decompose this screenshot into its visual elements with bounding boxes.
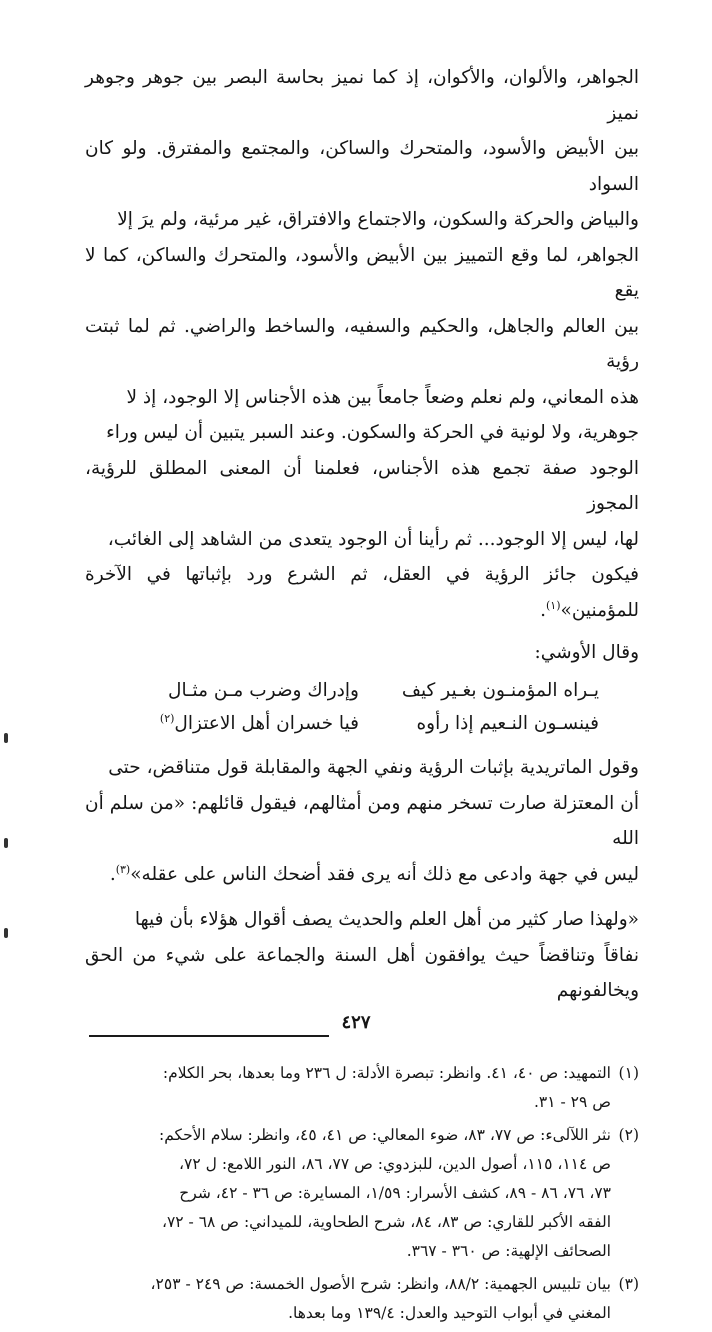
- poem-intro: وقال الأوشي:: [534, 642, 639, 663]
- footnote-line: ص ١١٤، ١١٥، أصول الدين، للبزدوي: ص ٧٧، ٨٦، النور اللامع: ل ٧٢،: [179, 1154, 611, 1173]
- poem-hemistich-first: يـراه المؤمنـون بغـير كيف: [401, 680, 599, 701]
- text-line-last: [85, 857, 639, 893]
- text-line: الجواهر، لما وقع التمييز بين الأبيض والأسود، والمتحرك والساكن، كما لا يقع: [85, 244, 639, 301]
- footnote-separator: [89, 1035, 329, 1037]
- footnote-line: الصحائف الإلهية: ص ٣٦٠ - ٣٦٧.: [406, 1241, 611, 1260]
- footnote-line: ص ٢٩ - ٣١.: [533, 1092, 611, 1111]
- text-line: الوجود صفة تجمع هذه الأجناس، فعلمنا أن المعنى المطلق للرؤية، المجوز: [85, 457, 639, 514]
- page-number: ٤٢٧: [341, 1012, 371, 1033]
- text-line: والبياض والحركة والسكون، والاجتماع والافتراق، غير مرئية، ولم يرَ إلا: [117, 209, 639, 230]
- footnote-number: (٣): [618, 1274, 639, 1293]
- footnote-line: بيان تلبيس الجهمية: ٨٨/٢، وانظر: شرح الأصول الخمسة: ص ٢٤٩ - ٢٥٣،: [150, 1274, 611, 1293]
- footnote-2: [85, 1121, 639, 1266]
- footnote-number: (٢): [618, 1125, 639, 1144]
- text-line: جوهرية، ولا لونية في الحركة والسكون. وعند السبر يتبين أن ليس وراء: [106, 422, 639, 443]
- text-line: نفاقاً وتناقضاً حيث يوافقون أهل السنة والجماعة على شيء من الحق ويخالفونهم: [85, 944, 639, 1001]
- footnote-line: الفقه الأكبر للقاري: ص ٨٣، ٨٤، شرح الطحاوية، للميداني: ص ٦٨ - ٧٢،: [161, 1212, 611, 1231]
- text-line: أن المعتزلة صارت تسخر منهم ومن أمثالهم، فيقول قائلهم: «من سلم أن الله: [85, 792, 639, 849]
- footnote-text: [85, 1270, 611, 1328]
- footnote-number: (١): [618, 1063, 639, 1082]
- footnote-line: التمهيد: ص ٤٠، ٤١. وانظر: تبصرة الأدلة: ل ٢٣٦ وما بعدها، بحر الكلام:: [162, 1063, 611, 1082]
- footnotes: [85, 1059, 639, 1328]
- poem: [85, 674, 639, 740]
- period: .: [109, 863, 116, 885]
- poem-verse: [85, 707, 599, 740]
- paragraph-1: [85, 60, 639, 628]
- scan-edge-mark: [4, 928, 8, 938]
- period: .: [540, 599, 546, 621]
- footnote-text: [85, 1121, 611, 1266]
- poem-hemistich-first: فينسـون النـعيم إذا رأوه: [416, 713, 599, 734]
- footnote-line: نثر اللآلىء: ص ٧٧، ٨٣، ضوء المعالي: ص ٤١، ٤٥، وانظر: سلام الأحكم:: [158, 1125, 611, 1144]
- text-line: وقول الماتريدية بإثبات الرؤية ونفي الجهة والمقابلة قول متناقض، حتى: [108, 757, 639, 778]
- footnote-ref-2[interactable]: (٢): [159, 711, 175, 725]
- footnote-1: [85, 1059, 639, 1117]
- text-line: بين العالم والجاهل، والحكيم والسفيه، والساخط والراضي. ثم لما ثبتت رؤية: [85, 315, 639, 372]
- footnote-ref-3[interactable]: (٣): [115, 862, 131, 876]
- footnote-ref-1[interactable]: (١): [545, 598, 561, 612]
- text-line: بين الأبيض والأسود، والمتحرك والساكن، والمجتمع والمفترق. ولو كان السواد: [85, 138, 639, 195]
- poem-hemistich-second-wrap: [99, 707, 359, 740]
- poem-hemistich-second: وإدراك وضرب مـن مثـال: [168, 680, 359, 701]
- page-body: [85, 60, 639, 1332]
- paragraph-3: [85, 902, 639, 1009]
- footnote-line: المغني في أبواب التوحيد والعدل: ١٣٩/٤ وما بعدها.: [288, 1303, 611, 1322]
- text-line: «ولهذا صار كثير من أهل العلم والحديث يصف أقوال هؤلاء بأن فيها: [134, 909, 639, 930]
- footnote-text: [85, 1059, 611, 1117]
- poem-hemistich-second: فيا خسران أهل الاعتزال: [174, 713, 359, 734]
- footnote-3: [85, 1270, 639, 1328]
- paragraph-2: [85, 750, 639, 892]
- text-line: فيكون جائز الرؤية في العقل، ثم الشرع ورد بإثباتها في الآخرة للمؤمنين»: [85, 564, 639, 621]
- text-line-last: [85, 557, 639, 628]
- poem-verse: [85, 674, 599, 707]
- text-line: لها، ليس إلا الوجود... ثم رأينا أن الوجود يتعدى من الشاهد إلى الغائب،: [107, 528, 639, 550]
- scan-edge-mark: [4, 838, 8, 848]
- text-line: الجواهر، والألوان، والأكوان، إذ كما نميز بحاسة البصر بين جوهر وجوهر نميز: [85, 67, 639, 124]
- scan-edge-mark: [4, 733, 8, 743]
- text-line: هذه المعاني، ولم نعلم وضعاً جامعاً بين هذه الأجناس إلا الوجود، إذ لا: [126, 386, 639, 408]
- text-line: ليس في جهة وادعى مع ذلك أنه يرى فقد أضحك الناس على عقله»: [130, 863, 639, 885]
- footnote-line: ٧٣، ٧٦، ٨٦ - ٨٩، كشف الأسرار: ١/٥٩، المسايرة: ص ٣٦ - ٤٢، شرح: [179, 1183, 611, 1202]
